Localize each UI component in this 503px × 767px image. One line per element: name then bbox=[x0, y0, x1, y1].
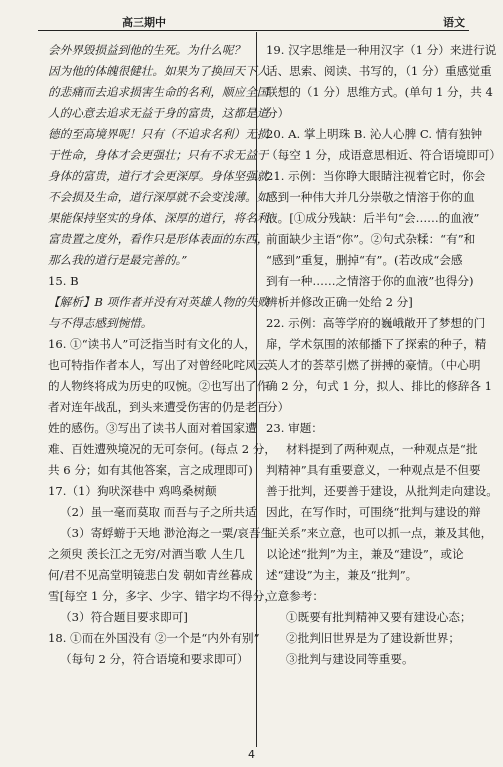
answer-15: 15. B bbox=[48, 274, 79, 288]
answer-16-line: 也可特指作者本人，写出了对曾经叱咤风云 bbox=[48, 358, 269, 372]
answer-20-line: 20. A. 掌上明珠 B. 沁人心脾 C. 情有独钟 bbox=[266, 127, 483, 141]
answer-22-line: 英人才的荟萃引燃了拼搏的豪情。（中心明 bbox=[266, 358, 481, 372]
answer-17-line: （3）寄蜉蝣于天地 渺沧海之一粟/哀吾生 bbox=[60, 526, 273, 540]
answer-19-line: 联想的（1 分）思维方式。(单句 1 分，共 4 bbox=[266, 85, 493, 99]
thesis-heading: 立意参考： bbox=[266, 589, 324, 603]
answer-22-line: 确 2 分，句式 1 分，拟人、排比的修辞各 1 bbox=[266, 379, 493, 393]
answer-21-line: 感到一种伟大并几分崇敬之情溶于你的血 bbox=[266, 190, 475, 204]
answer-23-line: 材料提到了两种观点，一种观点是“批 bbox=[286, 442, 478, 456]
header-subject: 语文 bbox=[443, 16, 465, 29]
translation-line: 果能保持坚实的身体、深厚的道行，将名利、 bbox=[48, 211, 280, 225]
answer-21-line: 液。[①成分残缺：后半句“会……的血液” bbox=[266, 211, 480, 225]
answer-17-line: 何/君不见高堂明镜悲白发 朝如青丝暮成 bbox=[48, 568, 253, 582]
answer-19-line: 分） bbox=[266, 106, 290, 120]
page-number: 4 bbox=[248, 748, 255, 761]
answer-22-line: 22. 示例：高等学府的巍峨敞开了梦想的门 bbox=[266, 316, 486, 330]
answer-16-line: 者对连年战乱，到头来遭受伤害的仍是老百 bbox=[48, 400, 269, 414]
answer-19-line: 话、思索、阅读、书写的，（1 分）重感觉重 bbox=[266, 64, 492, 78]
page-header bbox=[38, 10, 469, 31]
thesis-item: ③批判与建设同等重要。 bbox=[286, 652, 414, 666]
answer-16-line: 的人物终将成为历史的叹惋。②也写出了作 bbox=[48, 379, 269, 393]
translation-line: 不会损及生命，道行深厚就不会变浅薄。如 bbox=[48, 190, 269, 204]
translation-line: 会外界毁损益到他的生死。为什么呢？ bbox=[48, 43, 246, 57]
left-column bbox=[48, 40, 280, 670]
translation-line: 人的心意去追求无益于身的富贵，这都是道 bbox=[48, 106, 269, 120]
answer-23-line: 证关系”来立意，也可以抓一点，兼及其他， bbox=[266, 526, 493, 540]
answer-21-line: 21. 示例：当你睁大眼睛注视着它时，你会 bbox=[266, 169, 486, 183]
answer-16-line: 共 6 分；如有其他答案，言之成理即可) bbox=[48, 463, 253, 477]
answer-23-heading: 23. 审题： bbox=[266, 421, 323, 435]
right-column bbox=[266, 40, 502, 670]
translation-line: 那么我的道行是最完善的。” bbox=[48, 253, 188, 267]
answer-21-line: “感到”重复，删掉“有”。(若改成“会感 bbox=[266, 253, 463, 267]
translation-line: 德的至高境界呢！只有（不追求名利）无损 bbox=[48, 127, 269, 141]
answer-22-line: 分） bbox=[266, 400, 290, 414]
answer-23-line: 判精神”具有重要意义，一种观点是不但要 bbox=[266, 463, 481, 477]
translation-line: 富贵置之度外，看作只是形体表面的东西， bbox=[48, 232, 269, 246]
answer-17-line: 雪[每空 1 分，多字、少字、错字均不得分， bbox=[48, 589, 276, 603]
translation-line: 的悲痛而去追求损害生命的名利，顺应全国 bbox=[48, 85, 269, 99]
answer-21-line: 辨析并修改正确一处给 2 分] bbox=[266, 295, 413, 309]
answer-17-line: 之须臾 羡长江之无穷/对酒当歌 人生几 bbox=[48, 547, 245, 561]
thesis-item: ②批判旧世界是为了建设新世界； bbox=[286, 631, 460, 645]
answer-23-line: 以论述“批判”为主，兼及“建设”，或论 bbox=[266, 547, 464, 561]
answer-16-line: 16. ①“读书人”可泛指当时有文化的人， bbox=[48, 337, 256, 351]
answer-16-line: 难、百姓遭殃境况的无可奈何。(每点 2 分， bbox=[48, 442, 276, 456]
answer-18-line: （每句 2 分，符合语境和要求即可） bbox=[60, 652, 249, 666]
answer-18-line: 18. ①而在外国没有 ②一个是“内外有别” bbox=[48, 631, 260, 645]
header-grade: 高三期中 bbox=[122, 16, 166, 29]
translation-line: 于性命，身体才会更强壮；只有不求无益于 bbox=[48, 148, 269, 162]
answer-21-line: 前面缺少主语“你”。②句式杂糅：“有”和 bbox=[266, 232, 476, 246]
answer-20-line: （每空 1 分，成语意思相近、符合语境即可） bbox=[266, 148, 502, 162]
answer-21-line: 到有一种……之情溶于你的血液”也得分) bbox=[266, 274, 474, 288]
translation-line: 身体的富贵，道行才会更深厚。身体坚强就 bbox=[48, 169, 269, 183]
answer-17-line: （2）虽一毫而莫取 而吾与子之所共适 bbox=[60, 505, 257, 519]
answer-19-line: 19. 汉字思维是一种用汉字（1 分）来进行说 bbox=[266, 43, 497, 57]
answer-16-line: 姓的感伤。③写出了读书人面对着国家遭 bbox=[48, 421, 257, 435]
answer-23-line: 因此，在写作时，可围绕“批判与建设的辩 bbox=[266, 505, 481, 519]
thesis-item: ①既要有批判精神又要有建设心态； bbox=[286, 610, 472, 624]
answer-15-analysis: 与不得志感到惋惜。 bbox=[48, 316, 153, 330]
answer-17-line: 17.（1）狗吠深巷中 鸡鸣桑树颠 bbox=[48, 484, 217, 498]
answer-22-line: 扉，学术氛围的浓郁播下了探索的种子，精 bbox=[266, 337, 487, 351]
answer-15-analysis: 【解析】B 项作者并没有对英雄人物的失败 bbox=[48, 295, 269, 309]
answer-23-line: 善于批判，还要善于建设，从批判走向建设。 bbox=[266, 484, 498, 498]
answer-23-line: 述“建设”为主，兼及“批判”。 bbox=[266, 568, 418, 582]
translation-line: 因为他的体魄很健壮。如果为了换回天下人 bbox=[48, 64, 269, 78]
answer-17-line: （3）符合题目要求即可] bbox=[60, 610, 188, 624]
